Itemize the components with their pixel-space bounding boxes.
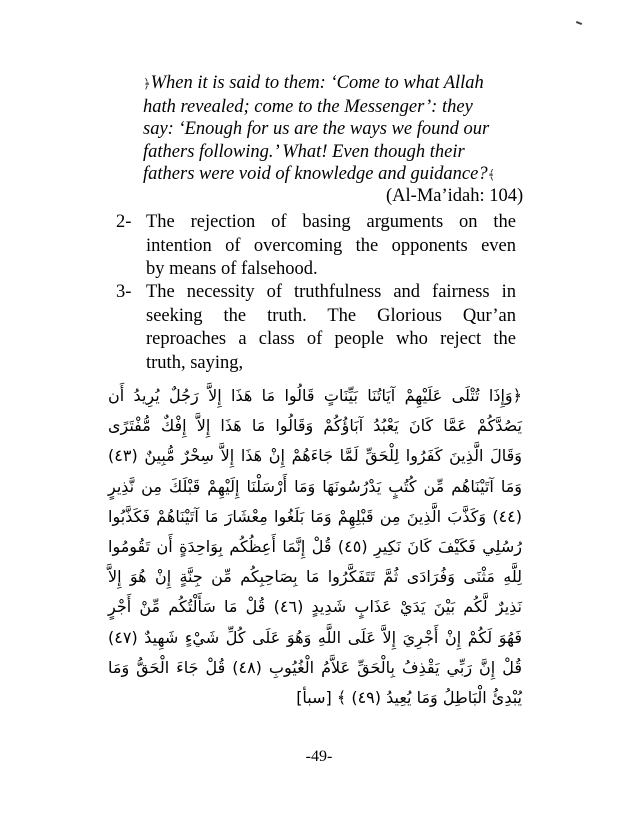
english-quran-quote (143, 72, 515, 187)
point-number: 2- (116, 212, 132, 232)
arabic-line: وَمَا آتَيْنَاهُم مِّن كُتُبٍ يَدْرُسُونَهَا وَمَا أَرْسَلْنَا إِلَيْهِمْ قَبْلَكَ مِن نَّذِيرٍ (108, 476, 522, 496)
quote-line: ﴿When it is said to them: ‘Come to what Allah (143, 73, 484, 93)
point-text (146, 281, 516, 375)
page-number: -49- (305, 748, 333, 765)
arabic-line: رُسُلِي فَكَيْفَ كَانَ نَكِيرِ (٤٥) قُلْ إِنَّمَا أَعِظُكُم بِوَاحِدَةٍ أَن تَقُومُوا (108, 537, 522, 557)
point-line: reproaches a class of people who reject the (146, 329, 516, 349)
arabic-line: ﴿وَإِذَا تُتْلَى عَلَيْهِمْ آيَاتُنَا بَيِّنَاتٍ قَالُوا مَا هَذَا إِلاَّ رَجُلٌ يُرِيدُ أَن (108, 386, 522, 405)
arabic-line: يَصُدَّكُمْ عَمَّا كَانَ يَعْبُدُ آبَاؤُكُمْ وَقَالُوا مَا هَذَا إِلاَّ إِفْكٌ مُّفْتَرًى (108, 416, 522, 436)
point-line: by means of falsehood. (146, 259, 318, 279)
arabic-line: (٤٤) وَكَذَّبَ الَّذِينَ مِن قَبْلِهِمْ وَمَا بَلَغُوا مِعْشَارَ مَا آتَيْنَاهُمْ فَكَذَّبُوا (108, 506, 522, 526)
point-line: intention of overcoming the opponents even (146, 235, 516, 256)
ornate-bracket-open-icon: ﴿ (143, 76, 151, 91)
quote-line: say: ‘Enough for us are the ways we found our (143, 119, 490, 140)
ornate-bracket-close-icon: ﴾ (487, 167, 496, 183)
arabic-line: يُبْدِئُ الْبَاطِلُ وَمَا يُعِيدُ (٤٩) ﴾ [سبأ] (296, 688, 522, 708)
arabic-line: وَقَالَ الَّذِينَ كَفَرُوا لِلْحَقِّ لَمَّا جَاءَهُمْ إِنْ هَذَا إِلاَّ سِحْرٌ مُّبِينٌ (٤٣) (108, 446, 522, 466)
quote-line: fathers were void of knowledge and guidance?﴾ (143, 164, 496, 185)
arabic-line: نَذِيرٌ لَّكُم بَيْنَ يَدَيْ عَذَابٍ شَدِيدٍ (٤٦) قُلْ مَا سَأَلْتُكُم مِّنْ أَجْرٍ (108, 597, 523, 617)
scan-speck (576, 21, 582, 25)
point-2 (116, 211, 516, 283)
quote-line: fathers following.’ What! Even though their (143, 141, 465, 162)
arabic-line: فَهُوَ لَكُمْ إِنْ أَجْرِيَ إِلاَّ عَلَى اللَّهِ وَهُوَ عَلَى كُلِّ شَيْءٍ شَهِيدٌ (٤٧) (108, 627, 522, 647)
point-line: truth, saying, (146, 352, 244, 373)
arabic-line: لِلَّهِ مَثْنَى وَفُرَادَى ثُمَّ تَتَفَكَّرُوا مَا بِصَاحِبِكُم مِّن جِنَّةٍ إِنْ هُوَ إِلاَّ (108, 567, 522, 587)
arabic-quran-quote (108, 381, 522, 713)
quote-line: hath revealed; come to the Messenger’: they (143, 96, 473, 117)
quote-citation: (Al-Ma’idah: 104) (386, 186, 524, 206)
point-line: The necessity of truthfulness and fairness in (146, 282, 516, 302)
point-line: The rejection of basing arguments on the (146, 212, 516, 232)
arabic-line: قُلْ إِنَّ رَبِّي يَقْذِفُ بِالْحَقِّ عَلاَّمُ الْغُيُوبِ (٤٨) قُلْ جَاءَ الْحَقُّ وَمَا (108, 657, 523, 677)
point-3 (116, 281, 516, 377)
point-text (146, 211, 516, 282)
point-line: seeking the truth. The Glorious Qur’an (146, 305, 516, 326)
point-number: 3- (116, 282, 132, 302)
